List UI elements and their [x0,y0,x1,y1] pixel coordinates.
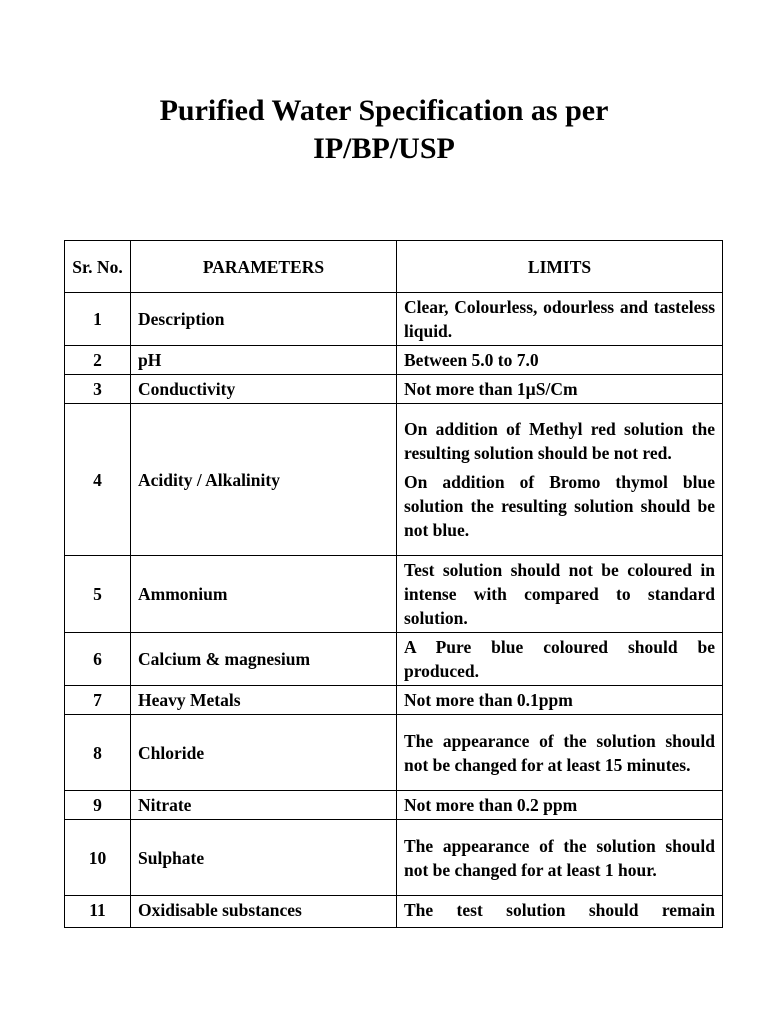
limit-text: Clear, Colourless, odourless and tasteless liquid. [404,297,715,341]
row-parameter: Sulphate [131,820,397,896]
row-limits [397,346,723,375]
table-row [65,556,723,633]
row-parameter: Oxidisable substances [131,896,397,928]
row-sr-no: 2 [65,346,131,375]
table-row [65,715,723,791]
limit-text: On addition of Methyl red solution the resulting solution should be not red. [404,419,715,463]
limit-text: On addition of Bromo thymol blue solution the resulting solution should be not blue. [404,472,715,540]
row-limits [397,820,723,896]
limit-text: The appearance of the solution should not be changed for at least 15 minutes. [404,730,715,775]
row-parameter: Nitrate [131,791,397,820]
row-parameter: Chloride [131,715,397,791]
limit-text: Between 5.0 to 7.0 [404,350,539,370]
row-sr-no: 10 [65,820,131,896]
limit-text: Not more than 0.2 ppm [404,795,578,815]
limit-text: The appearance of the solution should not be changed for at least 1 hour. [404,835,715,880]
row-parameter: Heavy Metals [131,686,397,715]
row-sr-no: 8 [65,715,131,791]
row-sr-no: 3 [65,375,131,404]
table-header-row [65,241,723,293]
row-parameter: pH [131,346,397,375]
table-row [65,791,723,820]
table-row [65,404,723,556]
limit-text: The test solution should remain [404,900,715,920]
row-parameter: Calcium & magnesium [131,633,397,686]
row-sr-no: 7 [65,686,131,715]
table-row [65,896,723,928]
row-sr-no: 6 [65,633,131,686]
row-sr-no: 1 [65,293,131,346]
row-parameter: Ammonium [131,556,397,633]
row-limits [397,556,723,633]
header-limits: LIMITS [397,241,723,293]
row-limits [397,715,723,791]
limit-text: Not more than 1µS/Cm [404,379,578,399]
row-sr-no: 4 [65,404,131,556]
table-row [65,293,723,346]
row-sr-no: 9 [65,791,131,820]
table-row [65,633,723,686]
row-sr-no: 11 [65,896,131,928]
table-row [65,686,723,715]
specification-table [64,240,723,928]
limit-text: A Pure blue coloured should be produced. [404,637,715,681]
row-limits [397,293,723,346]
title-line-1: Purified Water Specification as per [159,94,609,127]
limit-text: Not more than 0.1ppm [404,690,573,710]
row-parameter: Description [131,293,397,346]
table-row [65,375,723,404]
title-line-2: IP/BP/USP [313,132,455,165]
row-parameter: Acidity / Alkalinity [131,404,397,556]
row-limits [397,896,723,928]
limit-text: Test solution should not be coloured in intense with compared to standard solution. [404,560,715,628]
row-limits [397,375,723,404]
row-sr-no: 5 [65,556,131,633]
header-sr-no: Sr. No. [65,241,131,293]
row-parameter: Conductivity [131,375,397,404]
table-row [65,346,723,375]
row-limits [397,686,723,715]
row-limits [397,791,723,820]
document-title [0,92,768,168]
row-limits [397,404,723,556]
table-body [65,293,723,928]
row-limits-clip [404,898,715,922]
table-row [65,820,723,896]
row-limits [397,633,723,686]
header-parameters: PARAMETERS [131,241,397,293]
